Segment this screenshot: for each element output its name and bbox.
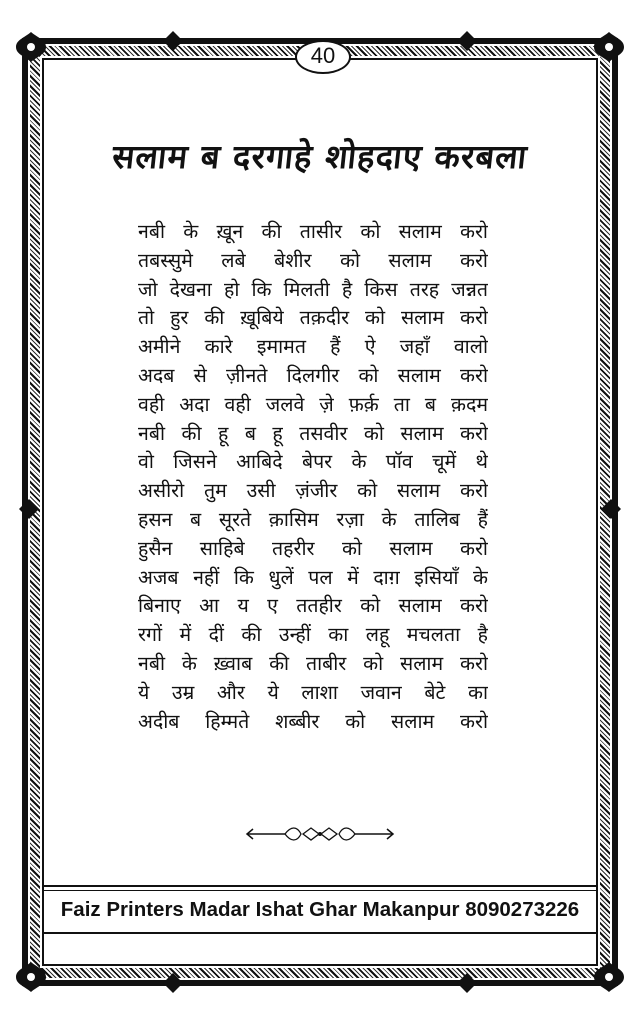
poem-line: वो जिसने आबिदे बेपर के पॉव चूमें थे (138, 450, 488, 474)
side-ornament-icon (162, 30, 184, 52)
corner-ornament-icon (592, 30, 626, 64)
poem-line: नबी की हू ब हू तसवीर को सलाम करो (138, 421, 488, 445)
poem-line: अजब नहीं कि धुलें पल में दाग़ इसियाँ के (138, 565, 488, 589)
poem-line: वही अदा वही जलवे ज़े फ़र्क़ ता ब क़दम (138, 392, 488, 416)
side-ornament-icon (18, 498, 40, 520)
poem-line: नबी के ख़ून की तासीर को सलाम करो (138, 220, 488, 243)
poem-body (138, 218, 488, 736)
printer-credit: Faiz Printers Madar Ishat Ghar Makanpur 8090273226 (60, 898, 580, 921)
poem-line: तबस्सुमे लबे बेशीर को सलाम करो (138, 248, 488, 272)
poem-line: अदब से ज़ीनते दिलगीर को सलाम करो (138, 363, 488, 387)
poem-line: नबी के ख़्वाब की ताबीर को सलाम करो (138, 651, 488, 675)
poem-line: जो देखना हो कि मिलती है किस तरह जन्नत (138, 277, 488, 301)
poem-line: रगों में दीं की उन्हीं का लहू मचलता है (138, 623, 488, 647)
poem-line: हसन ब सूरते क़ासिम रज़ा के तालिब हैं (138, 507, 488, 531)
page-title: सलाम ब दरगाहे शोहदाए करबला (110, 137, 530, 176)
poem-line: हुसैन साहिबे तहरीर को सलाम करो (138, 536, 488, 560)
footer-rule (44, 890, 596, 891)
poem-line: ये उम्र और ये लाशा जवान बेटे का (138, 680, 488, 704)
side-ornament-icon (600, 498, 622, 520)
poem-line: असीरो तुम उसी ज़ंजीर को सलाम करो (138, 479, 488, 503)
poem-line: अमीने कारे इमामत हैं ऐ जहाँ वालो (138, 335, 488, 359)
footer-rule (44, 932, 596, 934)
corner-ornament-icon (14, 30, 48, 64)
footer-rule (44, 885, 596, 887)
side-ornament-icon (162, 972, 184, 994)
poem-line: अदीब हिम्मते शब्बीर को सलाम करो (138, 709, 488, 733)
divider-ornament-icon (245, 823, 395, 845)
page-number: 40 (295, 40, 351, 74)
corner-ornament-icon (592, 960, 626, 994)
poem-line: तो हुर की ख़ूबिये तक़दीर को सलाम करो (138, 306, 488, 330)
side-ornament-icon (456, 30, 478, 52)
corner-ornament-icon (14, 960, 48, 994)
side-ornament-icon (456, 972, 478, 994)
poem-line: बिनाए आ य ए ततहीर को सलाम करो (138, 594, 488, 618)
